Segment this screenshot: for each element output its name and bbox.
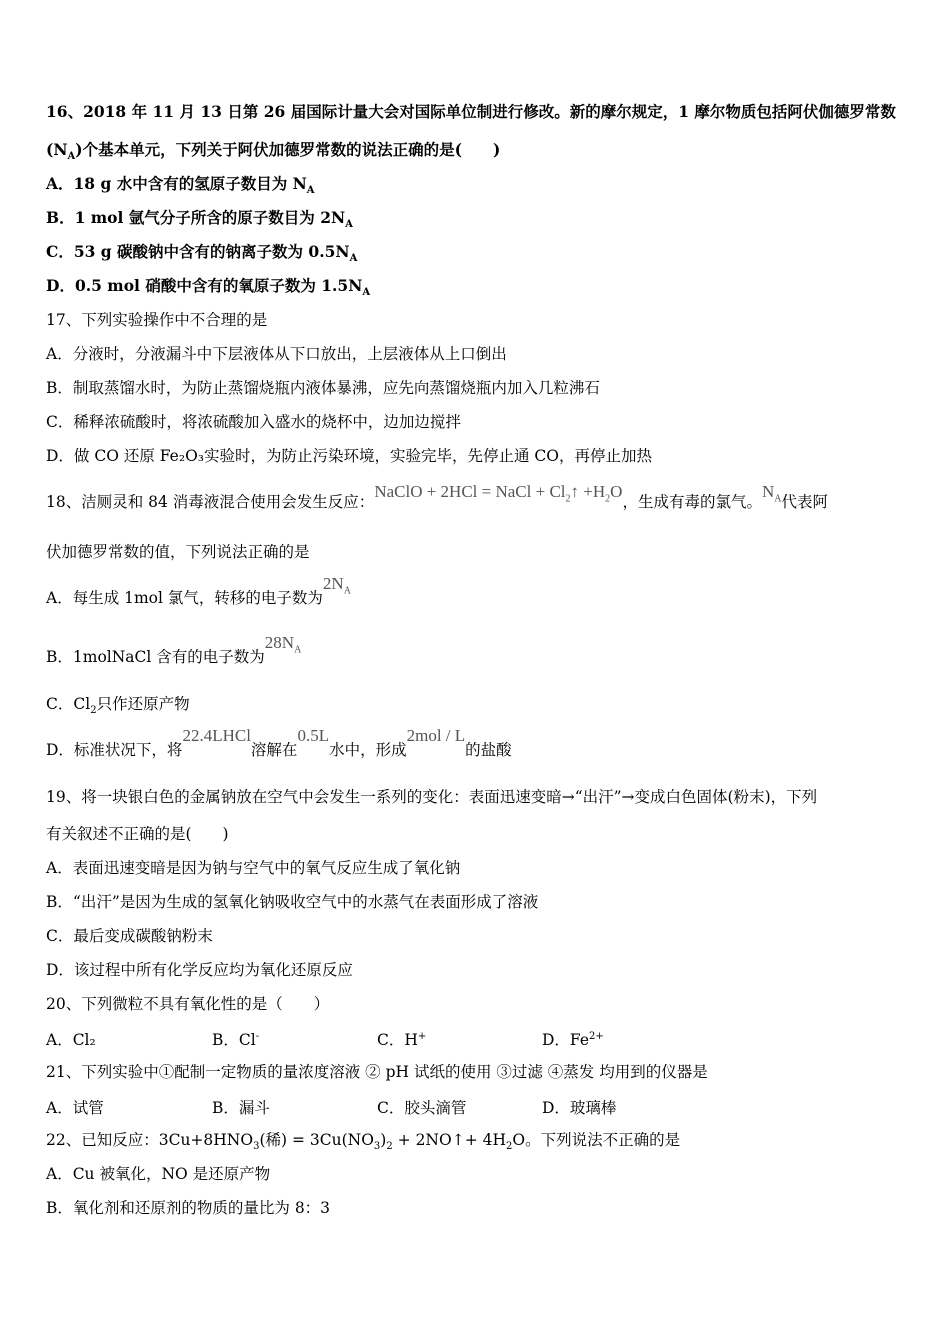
- q21-option-a: A．试管: [46, 1099, 104, 1117]
- q20-stem: 20、下列微粒不具有氧化性的是（ ）: [46, 995, 330, 1013]
- q21-stem: 21、下列实验中①配制一定物质的量浓度溶液 ② pH 试纸的使用 ③过滤 ④蒸发 均用到的仪器是: [46, 1063, 708, 1081]
- q22-option-b: B．氧化剂和还原剂的物质的量比为 8：3: [46, 1199, 331, 1217]
- q17-stem: 17、下列实验操作中不合理的是: [46, 311, 268, 329]
- q16-option-d: D．0.5 mol 硝酸中含有的氧原子数为 $1.5N_A$: [46, 276, 371, 299]
- q20-option-a: A．Cl₂: [46, 1031, 96, 1049]
- q18-option-d: D．标准状况下，将22.4LHCl溶解在0.5L水中，形成2mol / L的盐酸: [46, 726, 512, 759]
- q20-option-d: D．$Fe^{2+}$: [542, 1030, 604, 1049]
- q19-stem-line1: 19、将一块银白色的金属钠放在空气中会发生一系列的变化：表面迅速变暗→“出汗”→变成白色固体(粉末)，下列: [46, 788, 818, 806]
- q19-stem-line2: 有关叙述不正确的是( ): [46, 825, 229, 843]
- q20-option-c: C．H+: [377, 1030, 427, 1049]
- q16-stem-line2: $(N_A)$个基本单元，下列关于阿伏加德罗常数的说法正确的是( ): [46, 140, 501, 163]
- q22-stem: 22、已知反应：$3Cu+8HNO_3$(稀) = $3Cu(NO_3)_2$ + 2NO↑+ $4H_2O$。下列说法不正确的是: [46, 1131, 681, 1153]
- q19-option-a: A．表面迅速变暗是因为钠与空气中的氧气反应生成了氧化钠: [46, 859, 461, 877]
- q17-option-d: D．做 CO 还原 Fe₂O₃实验时，为防止污染环境，实验完毕，先停止通 CO，再停止加热: [46, 447, 652, 465]
- avogadro-symbol: $N_A$: [761, 482, 782, 505]
- q18-option-b: B．1molNaCl 含有的电子数为$28N_A$: [46, 633, 302, 666]
- reaction-equation: NaClO + 2HCl = NaCl + $Cl_2↑ +H_2O$: [374, 482, 623, 505]
- q21-option-b: B．漏斗: [212, 1099, 270, 1117]
- q17-option-b: B．制取蒸馏水时，为防止蒸馏烧瓶内液体暴沸，应先向蒸馏烧瓶内加入几粒沸石: [46, 379, 600, 397]
- q21-option-c: C．胶头滴管: [377, 1099, 467, 1117]
- q16-option-c: C．53 g 碳酸钠中含有的钠离子数为 $0.5N_A$: [46, 242, 358, 265]
- q17-option-a: A．分液时，分液漏斗中下层液体从下口放出，上层液体从上口倒出: [46, 345, 507, 363]
- q19-option-b: B．“出汗”是因为生成的氢氧化钠吸收空气中的水蒸气在表面形成了溶液: [46, 893, 539, 911]
- q18-option-c: C．$Cl_2$只作还原产物: [46, 695, 190, 717]
- q18-stem-line1: 18、洁厕灵和 84 消毒液混合使用会发生反应：NaClO + 2HCl = NaCl + $Cl_2↑ +H_2O$，生成有毒的氯气。$N_A$代表阿: [46, 482, 828, 511]
- q21-option-d: D．玻璃棒: [542, 1099, 617, 1117]
- q19-option-d: D．该过程中所有化学反应均为氧化还原反应: [46, 961, 353, 979]
- q22-option-a: A．Cu 被氧化，NO 是还原产物: [46, 1165, 271, 1183]
- q17-option-c: C．稀释浓硫酸时，将浓硫酸加入盛水的烧杯中，边加边搅拌: [46, 413, 461, 431]
- q19-option-c: C．最后变成碳酸钠粉末: [46, 927, 213, 945]
- q18-option-a: A．每生成 1mol 氯气，转移的电子数为$2N_A$: [46, 574, 351, 607]
- q16-option-b: B．1 mol 氩气分子所含的原子数目为 $2N_A$: [46, 208, 353, 231]
- q16-option-a: A．18 g 水中含有的氢原子数目为 $N_A$: [46, 174, 315, 197]
- q18-stem-line2: 伏加德罗常数的值，下列说法正确的是: [46, 543, 310, 561]
- q20-option-b: B．Cl-: [212, 1030, 260, 1049]
- q16-stem-line1: 16、2018 年 11 月 13 日第 26 届国际计量大会对国际单位制进行修改。新的摩尔规定，1 摩尔物质包括阿伏伽德罗常数: [46, 102, 896, 121]
